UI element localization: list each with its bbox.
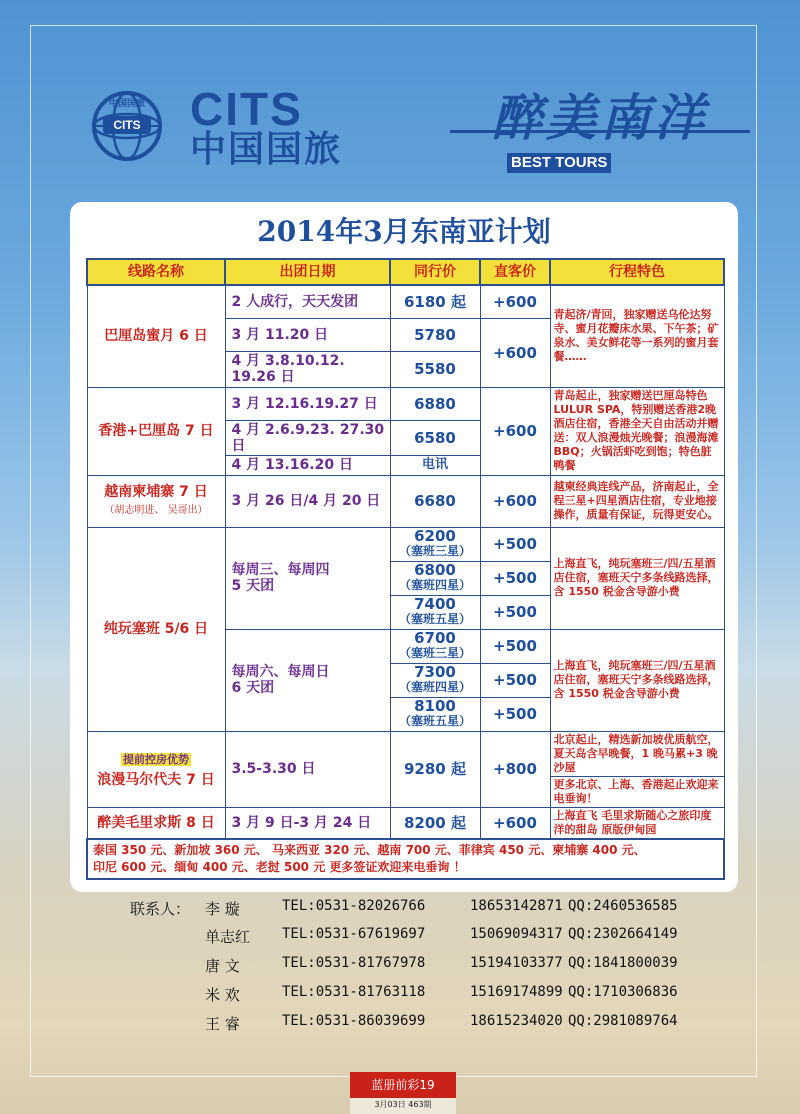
table-row (87, 285, 724, 318)
peer-price: 6180 起 (390, 285, 480, 318)
hotel-star: （塞班三星） (398, 544, 471, 558)
contact-name: 米 欢 (205, 986, 240, 1004)
direct-price: +500 (480, 561, 550, 595)
hotel-star: （塞班四星） (398, 578, 471, 592)
tour-length: 6 天团 (231, 680, 275, 696)
brand-subtitle: BEST TOURS (507, 153, 611, 173)
peer-price: 6700 (414, 629, 456, 647)
peer-price-cell (390, 629, 480, 663)
header-date: 出团日期 (225, 259, 390, 285)
brand-title: 醉美南洋 (492, 89, 708, 147)
hotel-star: （塞班三星） (398, 646, 471, 660)
visa-row (87, 839, 724, 879)
page-footer-date: 3月03日 463期 (350, 1098, 456, 1114)
depart-date: 4 月 2.6.9.23. 27.30 日 (225, 420, 390, 455)
contact-tel: TEL:0531-86039699 (282, 1013, 426, 1029)
promo-tag: 提前控房优势 (123, 752, 189, 766)
route-subnote: （胡志明进、 吴哥出） (104, 504, 208, 516)
peer-price-cell (390, 663, 480, 697)
contact-mobile: 15169174899 (470, 984, 563, 1000)
hotel-star: （塞班五星） (398, 714, 471, 728)
route-name: 香港+巴厘岛 7 日 (87, 387, 225, 475)
globe-text: 中国国旅 (108, 99, 146, 109)
contact-qq: QQ:2981089764 (568, 1013, 678, 1029)
table-row (87, 475, 724, 527)
cits-logo-cn: 中国国旅 (190, 129, 343, 170)
peer-price: 8100 (414, 697, 456, 715)
route-features: 上海直飞 毛里求斯随心之旅印度洋的甜岛 原版伊甸园 (550, 807, 724, 839)
peer-price: 6200 (414, 527, 456, 545)
peer-price: 7400 (414, 595, 456, 613)
contact-qq: QQ:2302664149 (568, 926, 678, 942)
direct-price: +600 (480, 475, 550, 527)
table-row (87, 527, 724, 561)
peer-price: 电讯 (390, 455, 480, 475)
route-name: 浪漫马尔代夫 7 日 (97, 771, 215, 788)
depart-date: 每周六、每周日 (231, 664, 330, 680)
page-title: 2014年3月东南亚计划 (257, 215, 551, 248)
contact-mobile: 15194103377 (470, 955, 563, 971)
header-features: 行程特色 (550, 259, 724, 285)
direct-price: +600 (480, 285, 550, 318)
route-features: 青岛起止，独家赠送巴厘岛特色LULUR SPA，特别赠送香港2晚酒店住宿，香港全天自由活动并赠送：双人浪漫烛光晚餐；浪漫海滩 BBQ；火锅活虾吃到饱；特色脏鸭餐 (550, 387, 724, 475)
table-row (87, 807, 724, 839)
cits-logo-en: CITS (190, 83, 303, 135)
contact-mobile: 15069094317 (470, 926, 563, 942)
tour-length: 5 天团 (231, 578, 275, 594)
contact-mobile: 18653142871 (470, 898, 563, 914)
table-row (87, 387, 724, 420)
route-name: 纯玩塞班 5/6 日 (87, 527, 225, 731)
contact-name: 王 睿 (205, 1015, 240, 1033)
direct-price: +500 (480, 595, 550, 629)
visa-prices-line1: 泰国 350 元、新加坡 360 元、 马来西亚 320 元、越南 700 元、菲律宾 450 元、柬埔寨 400 元、 (93, 842, 646, 857)
contact-name: 单志红 (205, 928, 251, 946)
direct-price: +800 (480, 731, 550, 807)
contact-name: 唐 文 (205, 957, 240, 975)
depart-date: 4 月 13.16.20 日 (225, 455, 390, 475)
cits-globe-logo (89, 88, 165, 164)
route-features: 上海直飞，纯玩塞班三/四/五星酒店住宿，塞班天宁多条线路选择，含 1550 税金含导游小费 (550, 629, 724, 731)
depart-date: 3 月 9 日-3 月 24 日 (225, 807, 390, 839)
header-direct-price: 直客价 (480, 259, 550, 285)
peer-price: 6880 (390, 387, 480, 420)
table-header-row (87, 259, 724, 285)
peer-price: 7300 (414, 663, 456, 681)
peer-price-cell (390, 595, 480, 629)
contact-tel: TEL:0531-81767978 (282, 955, 426, 971)
depart-date: 每周三、每周四 (231, 562, 330, 578)
depart-date: 2 人成行，天天发团 (225, 285, 390, 318)
peer-price: 5580 (390, 351, 480, 387)
direct-price: +500 (480, 663, 550, 697)
header-route: 线路名称 (87, 259, 225, 285)
depart-date: 3 月 12.16.19.27 日 (225, 387, 390, 420)
contact-qq: QQ:1841800039 (568, 955, 678, 971)
route-features: 上海直飞，纯玩塞班三/四/五星酒店住宿，塞班天宁多条线路选择，含 1550 税金含导游小费 (550, 527, 724, 629)
page-footer-label: 蓝册前彩19 (350, 1072, 456, 1098)
contact-tel: TEL:0531-67619697 (282, 926, 426, 942)
route-name: 巴厘岛蜜月 6 日 (87, 285, 225, 387)
visa-prices-line2: 印尼 600 元、缅甸 400 元、老挝 500 元 更多签证欢迎来电垂询 ！ (93, 859, 466, 874)
depart-date-cell (225, 527, 390, 629)
table-row (87, 731, 724, 776)
hotel-star: （塞班五星） (398, 612, 471, 626)
depart-date: 3 月 11.20 日 (225, 318, 390, 351)
route-name: 越南柬埔寨 7 日 (104, 483, 208, 500)
direct-price: +600 (480, 807, 550, 839)
visa-prices-cell (87, 839, 724, 879)
contact-tel: TEL:0531-82026766 (282, 898, 426, 914)
route-features-extra: 更多北京、上海、香港起止欢迎来电垂询！ (550, 776, 724, 807)
route-features: 北京起止，精选新加坡优质航空，夏天岛含早晚餐，1 晚马累+3 晚沙屋 (550, 731, 724, 776)
peer-price-cell (390, 697, 480, 731)
depart-date: 3 月 26 日/4 月 20 日 (225, 475, 390, 527)
direct-price: +600 (480, 387, 550, 475)
peer-price: 8200 起 (390, 807, 480, 839)
contacts-label: 联系人： (130, 900, 191, 918)
route-name: 醉美毛里求斯 8 日 (87, 807, 225, 839)
direct-price: +500 (480, 527, 550, 561)
peer-price: 5780 (390, 318, 480, 351)
depart-date: 3.5-3.30 日 (225, 731, 390, 807)
direct-price: +600 (480, 318, 550, 387)
depart-date-cell (225, 629, 390, 731)
route-name-cell (87, 475, 225, 527)
peer-price-cell (390, 527, 480, 561)
header-peer-price: 同行价 (390, 259, 480, 285)
globe-sub-text: CITS (113, 118, 141, 132)
route-name-cell (87, 731, 225, 807)
contact-tel: TEL:0531-81763118 (282, 984, 426, 1000)
content-panel (70, 202, 738, 892)
contact-qq: QQ:2460536585 (568, 898, 678, 914)
peer-price: 6800 (414, 561, 456, 579)
hotel-star: （塞班四星） (398, 680, 471, 694)
contact-qq: QQ:1710306836 (568, 984, 678, 1000)
contact-mobile: 18615234020 (470, 1013, 563, 1029)
route-features: 越柬经典连线产品，济南起止，全程三星+四星酒店住宿，专业地接操作，质量有保证，玩得更安心。 (550, 475, 724, 527)
depart-date: 4 月 3.8.10.12. 19.26 日 (225, 351, 390, 387)
peer-price-cell (390, 561, 480, 595)
contact-name: 李 璇 (205, 900, 240, 918)
itinerary-table (86, 258, 725, 880)
peer-price: 9280 起 (390, 731, 480, 807)
peer-price: 6680 (390, 475, 480, 527)
route-features: 青起济/青回，独家赠送乌伦达努寺、蜜月花瓣床水果、下午茶；矿泉水、美女鲜花等一系列的蜜月套餐…… (550, 285, 724, 387)
peer-price: 6580 (390, 420, 480, 455)
direct-price: +500 (480, 697, 550, 731)
direct-price: +500 (480, 629, 550, 663)
